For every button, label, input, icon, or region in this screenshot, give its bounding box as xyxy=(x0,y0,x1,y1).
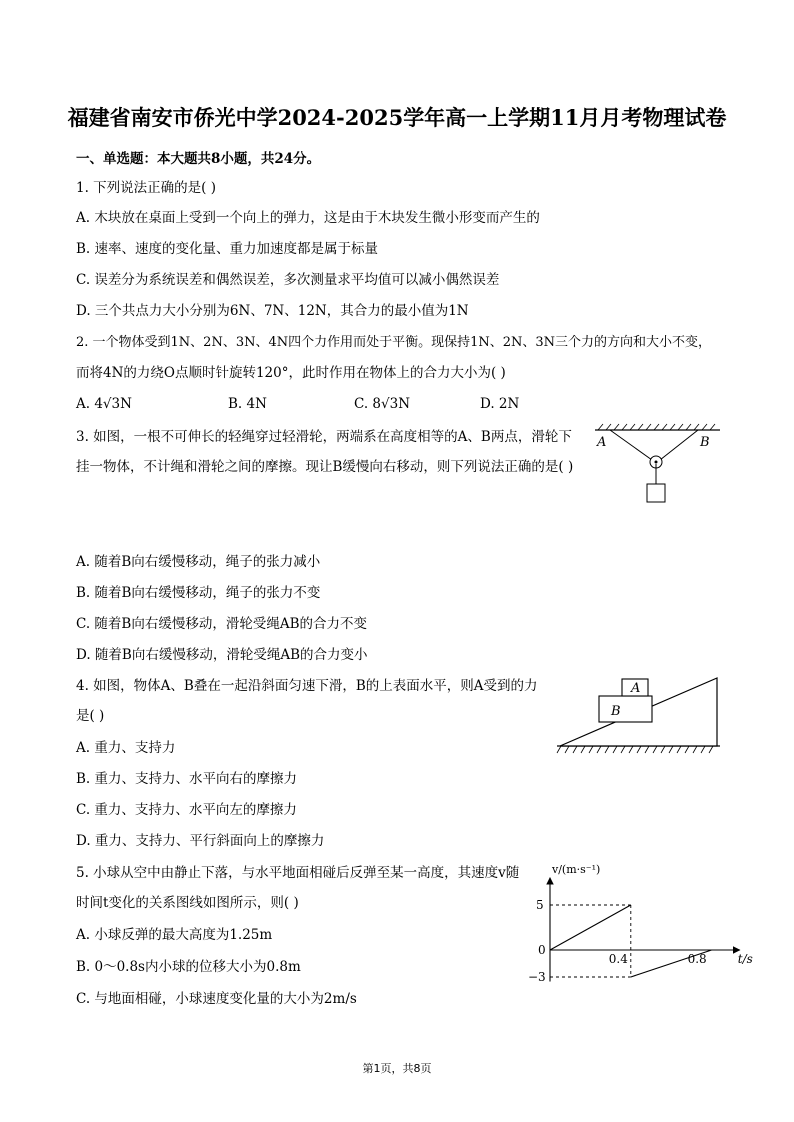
q3-option-c: C. 随着B向右缓慢移动，滑轮受绳AB的合力不变 xyxy=(76,616,368,632)
q4-option-b: B. 重力、支持力、水平向右的摩擦力 xyxy=(76,771,298,787)
y-tick-label: 0 xyxy=(538,943,546,957)
q1-stem: 1. 下列说法正确的是( ) xyxy=(76,180,216,196)
q3-option-b: B. 随着B向右缓慢移动，绳子的张力不变 xyxy=(76,585,321,601)
y-tick-label: −3 xyxy=(528,970,546,984)
q2-stem-line1: 2. 一个物体受到1N、2N、3N、4N四个力作用而处于平衡。现保持1N、2N、3N三个力的方向和大小不变， xyxy=(76,335,712,350)
pulley-figure xyxy=(590,420,730,515)
q5-option-b: B. 0～0.8s内小球的位移大小为0.8m xyxy=(76,959,301,975)
q5-stem-line1: 5. 小球从空中由静止下落，与水平地面相碰后反弹至某一高度，其速度v随 xyxy=(76,865,520,881)
q4-option-c: C. 重力、支持力、水平向左的摩擦力 xyxy=(76,802,297,818)
rope-right xyxy=(660,430,698,460)
hanging-block xyxy=(647,484,665,502)
q1-option-a: A. 木块放在桌面上受到一个向上的弹力，这是由于木块发生微小形变而产生的 xyxy=(76,210,540,226)
q4-option-d: D. 重力、支持力、平行斜面向上的摩擦力 xyxy=(76,833,325,849)
series-0-segment xyxy=(550,905,631,950)
q1-option-c: C. 误差分为系统误差和偶然误差，多次测量求平均值可以减小偶然误差 xyxy=(76,272,500,288)
q3-stem-line1: 3. 如图，一根不可伸长的轻绳穿过轻滑轮，两端系在高度相等的A、B两点，滑轮下 xyxy=(76,429,572,445)
point-b-label: B xyxy=(700,435,710,450)
q2-stem-line2: 而将4N的力绕O点顺时针旋转120°，此时作用在物体上的合力大小为( ) xyxy=(76,365,506,381)
point-a-label: A xyxy=(597,435,607,450)
q3-option-a: A. 随着B向右缓慢移动，绳子的张力减小 xyxy=(76,554,321,570)
q5-option-a: A. 小球反弹的最大高度为1.25m xyxy=(76,927,273,943)
section-heading: 一、单选题：本大题共8小题，共24分。 xyxy=(76,151,321,167)
q2-option-d: D. 2N xyxy=(480,396,520,412)
q4-option-a: A. 重力、支持力 xyxy=(76,740,176,756)
rope-left xyxy=(610,430,652,460)
y-tick-label: 5 xyxy=(536,898,544,912)
x-tick-label: 0.8 xyxy=(687,952,707,966)
q1-option-b: B. 速率、速度的变化量、重力加速度都是属于标量 xyxy=(76,241,379,257)
q2-option-b: B. 4N xyxy=(228,396,267,412)
block-b-label: B xyxy=(611,704,621,719)
q2-option-c: C. 8√3N xyxy=(354,396,411,412)
block-b xyxy=(599,696,652,722)
q4-stem-line2: 是( ) xyxy=(76,708,105,724)
q3-stem-line2: 挂一物体，不计绳和滑轮之间的摩擦。现让B缓慢向右移动，则下列说法正确的是( ) xyxy=(76,459,574,475)
x-tick-label: 0.4 xyxy=(608,952,628,966)
incline-figure xyxy=(555,672,730,757)
q3-option-d: D. 随着B向右缓慢移动，滑轮受绳AB的合力变小 xyxy=(76,647,368,663)
q2-option-a: A. 4√3N xyxy=(76,396,132,412)
block-a-label: A xyxy=(631,681,641,696)
q1-option-d: D. 三个共点力大小分别为6N、7N、12N，其合力的最小值为1N xyxy=(76,303,469,319)
x-axis-label: t/s xyxy=(737,952,753,966)
page-footer: 第1页，共8页 xyxy=(362,1062,432,1075)
paper-title: 福建省南安市侨光中学2024-2025学年高一上学期11月月考物理试卷 xyxy=(67,105,727,130)
q5-stem-line2: 时间t变化的关系图线如图所示，则( ) xyxy=(76,895,299,911)
q4-stem-line1: 4. 如图，物体A、B叠在一起沿斜面匀速下滑，B的上表面水平，则A受到的力 xyxy=(76,678,538,694)
q5-option-c: C. 与地面相碰，小球速度变化量的大小为2m/s xyxy=(76,991,357,1007)
y-axis-label: v/(m·s⁻¹) xyxy=(552,863,601,876)
velocity-time-chart xyxy=(520,855,753,995)
